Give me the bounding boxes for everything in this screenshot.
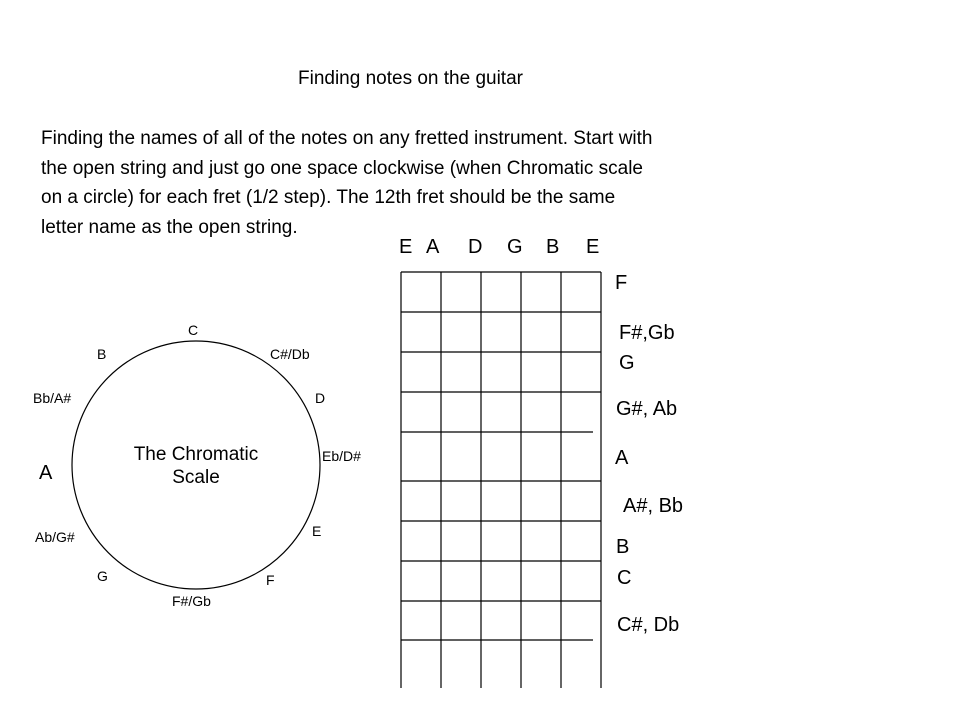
fret-grid xyxy=(401,272,601,688)
circle-title-line: The Chromatic xyxy=(133,444,259,465)
circle-note-label: Eb/D# xyxy=(322,448,361,464)
string-name: E xyxy=(399,236,413,258)
fret-note-label: C xyxy=(617,567,632,589)
fret-note-label: A xyxy=(615,447,629,469)
string-name: E xyxy=(586,236,600,258)
instruction-line: Finding the names of all of the notes on any fretted instrument. Start with xyxy=(41,128,653,149)
string-name: G xyxy=(507,236,523,258)
string-name: A xyxy=(426,236,440,258)
instruction-text xyxy=(41,124,841,242)
circle-note-label: Ab/G# xyxy=(35,529,75,545)
instruction-line: the open string and just go one space clockwise (when Chromatic scale xyxy=(41,157,643,179)
circle-note-label: Bb/A# xyxy=(33,390,72,406)
circle-note-label: F#/Gb xyxy=(172,593,211,609)
circle-note-label: A xyxy=(39,462,53,484)
circle-note-label: E xyxy=(312,523,322,539)
circle-title-line: Scale xyxy=(172,467,220,488)
circle-note-label: D xyxy=(315,390,326,406)
circle-note-label: B xyxy=(97,346,107,362)
fret-note-label: A#, Bb xyxy=(623,495,684,517)
circle-note-label: G xyxy=(97,568,108,584)
fret-note-label: F xyxy=(615,272,628,294)
fret-note-label: C#, Db xyxy=(617,614,680,636)
fret-note-label: F#,Gb xyxy=(619,322,675,344)
instruction-line: letter name as the open string. xyxy=(41,216,298,238)
circle-note-label: C#/Db xyxy=(270,346,310,362)
instruction-line: on a circle) for each fret (1/2 step). The 12th fret should be the same xyxy=(41,187,616,208)
circle-title xyxy=(126,443,266,489)
fret-note-label: G#, Ab xyxy=(616,398,678,420)
circle-note-label: C xyxy=(188,322,199,338)
circle-note-label: F xyxy=(266,572,275,588)
string-name: B xyxy=(546,236,560,258)
page-title: Finding notes on the guitar xyxy=(298,68,523,89)
fret-note-label: G xyxy=(619,352,635,374)
fret-note-label: B xyxy=(616,536,630,558)
string-name: D xyxy=(468,236,483,258)
